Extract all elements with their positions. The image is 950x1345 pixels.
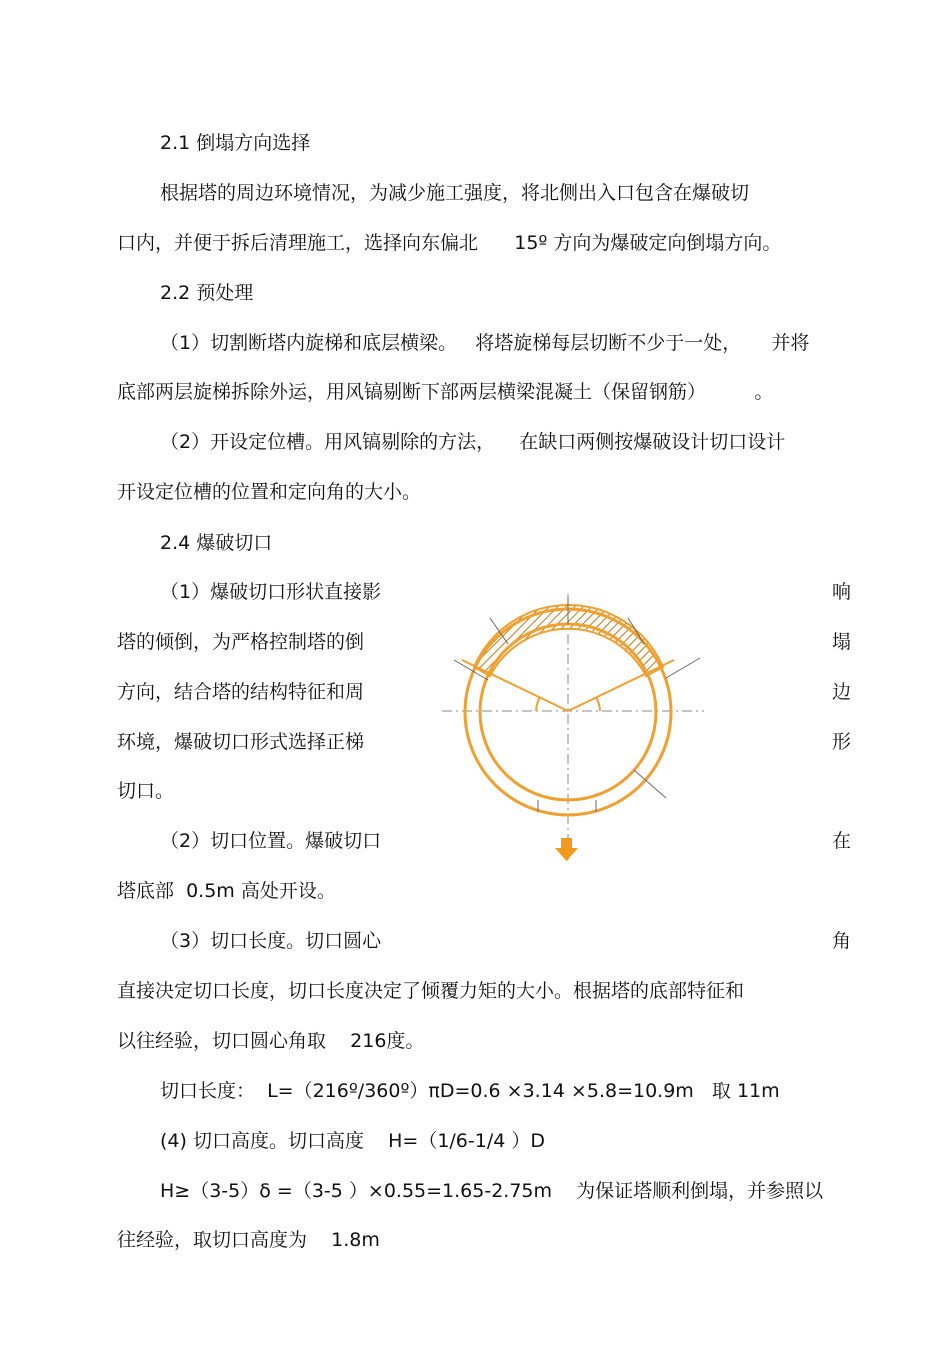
paragraph-line: （1）爆破切口形状直接影 — [160, 581, 382, 603]
paragraph-line: 塔底部 0.5m 高处开设。 — [117, 880, 336, 902]
heading-2-2: 2.2 预处理 — [160, 282, 254, 304]
blast-cut-diagram — [438, 590, 708, 870]
heading-2-4: 2.4 爆破切口 — [160, 532, 273, 554]
paragraph-line-right-fragment: 塌 — [832, 631, 852, 653]
heading-2-1: 2.1 倒塌方向选择 — [160, 132, 311, 154]
blast-cut-diagram-icon — [438, 590, 708, 870]
paragraph-line: 底部两层旋梯拆除外运，用风镐剔断下部两层横梁混凝土（保留钢筋） 。 — [117, 381, 774, 403]
paragraph-line: 塔的倾倒，为严格控制塔的倒 — [117, 631, 365, 653]
paragraph-line: 方向，结合塔的结构特征和周 — [117, 681, 365, 703]
paragraph-line: （1）切割断塔内旋梯和底层横梁。 将塔旋梯每层切断不少于一处， 并将 — [160, 332, 810, 354]
paragraph-line: 口内，并便于拆后清理施工，选择向东偏北 15º 方向为爆破定向倒塌方向。 — [117, 232, 782, 254]
paragraph-line: 往经验，取切口高度为 1.8m — [117, 1229, 380, 1251]
paragraph-line: 开设定位槽的位置和定向角的大小。 — [117, 481, 422, 503]
paragraph-line: 环境，爆破切口形式选择正梯 — [117, 731, 365, 753]
paragraph-line: 切口。 — [117, 780, 175, 802]
paragraph-line: 根据塔的周边环境情况，为减少施工强度，将北侧出入口包含在爆破切 — [160, 182, 750, 204]
paragraph-line: 直接决定切口长度，切口长度决定了倾覆力矩的大小。根据塔的底部特征和 — [117, 980, 745, 1002]
formula-line: (4) 切口高度。切口高度 H=（1/6-1/4 ）D — [160, 1130, 546, 1152]
paragraph-line: （2）开设定位槽。用风镐剔除的方法， 在缺口两侧按爆破设计切口设计 — [160, 431, 786, 453]
formula-line: H≥（3-5）δ =（3-5 ）×0.55=1.65-2.75m 为保证塔顺利倒塌，并参照以 — [160, 1180, 824, 1202]
paragraph-line: （3）切口长度。切口圆心 — [160, 930, 382, 952]
paragraph-line: 以往经验，切口圆心角取 216度。 — [117, 1030, 425, 1052]
paragraph-line-right-fragment: 在 — [832, 830, 852, 852]
paragraph-line-right-fragment: 角 — [832, 930, 852, 952]
paragraph-line-right-fragment: 形 — [832, 731, 852, 753]
paragraph-line: （2）切口位置。爆破切口 — [160, 830, 382, 852]
paragraph-line-right-fragment: 响 — [832, 581, 852, 603]
paragraph-line-right-fragment: 边 — [832, 681, 852, 703]
formula-line: 切口长度： L=（216º/360º）πD=0.6 ×3.14 ×5.8=10.9m 取 11m — [160, 1080, 780, 1102]
